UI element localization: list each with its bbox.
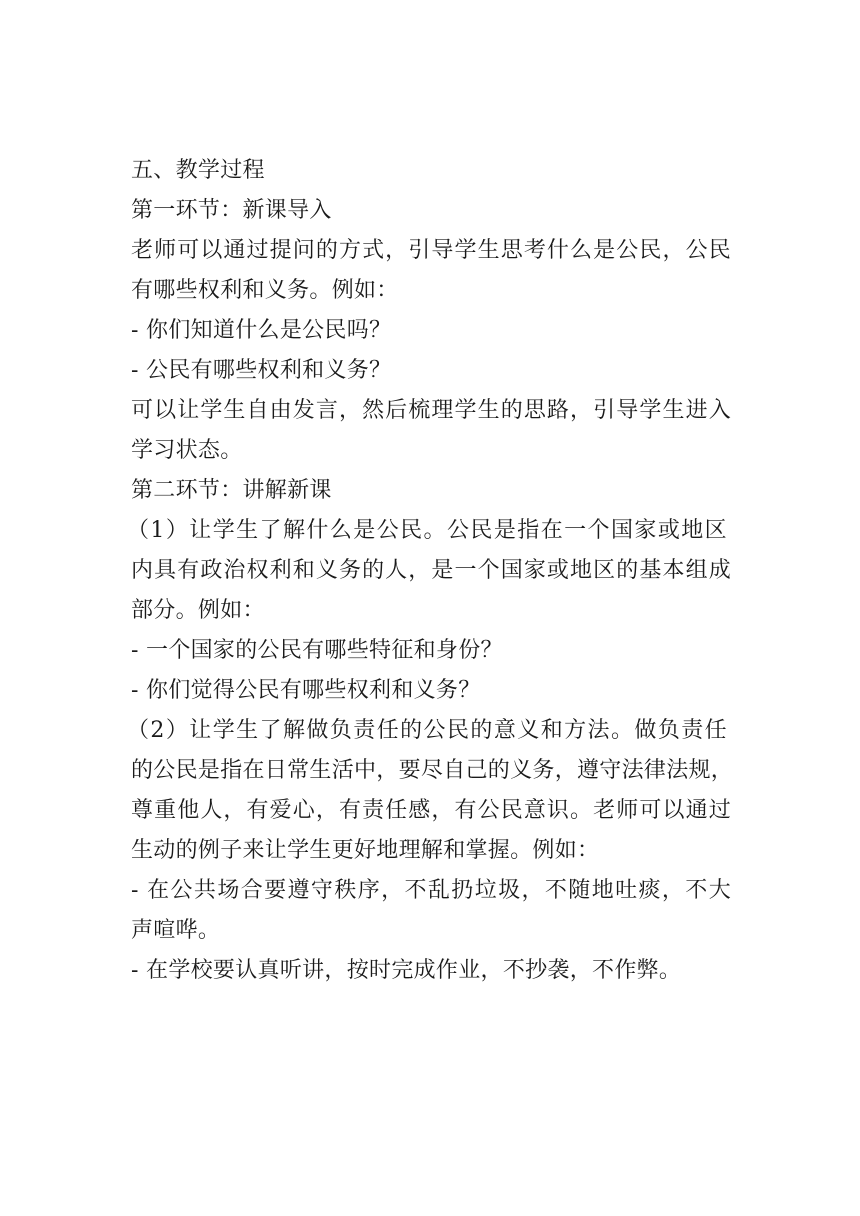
paragraph-line: 内具有政治权利和义务的人，是一个国家或地区的基本组成 xyxy=(131,558,731,583)
subsection-heading-2: 第二环节：讲解新课 xyxy=(131,478,332,503)
bullet-item: - 公民有哪些权利和义务？ xyxy=(131,358,392,383)
paragraph-line: （1）让学生了解什么是公民。公民是指在一个国家或地区 xyxy=(127,518,727,543)
bullet-item-continuation: 声喧哗。 xyxy=(131,918,221,943)
bullet-item: - 你们知道什么是公民吗？ xyxy=(131,318,392,343)
paragraph-line: （2）让学生了解做负责任的公民的意义和方法。做负责任 xyxy=(127,718,727,743)
bullet-item: - 在学校要认真听讲，按时完成作业，不抄袭，不作弊。 xyxy=(131,958,682,983)
paragraph-line: 有哪些权利和义务。例如： xyxy=(131,278,399,303)
section-heading: 五、教学过程 xyxy=(131,158,265,183)
paragraph-line: 尊重他人，有爱心，有责任感，有公民意识。老师可以通过 xyxy=(131,798,731,823)
bullet-item: - 一个国家的公民有哪些特征和身份？ xyxy=(131,638,503,663)
subsection-heading-1: 第一环节：新课导入 xyxy=(131,198,332,223)
document-body xyxy=(127,151,734,991)
paragraph-line: 老师可以通过提问的方式，引导学生思考什么是公民，公民 xyxy=(131,238,731,263)
bullet-item: - 你们觉得公民有哪些权利和义务？ xyxy=(131,678,481,703)
paragraph-line: 的公民是指在日常生活中，要尽自己的义务，遵守法律法规， xyxy=(131,758,734,783)
paragraph-line: 可以让学生自由发言，然后梳理学生的思路，引导学生进入 xyxy=(131,398,731,423)
paragraph-line: 生动的例子来让学生更好地理解和掌握。例如： xyxy=(131,838,600,863)
bullet-item: - 在公共场合要遵守秩序，不乱扔垃圾，不随地吐痰，不大 xyxy=(131,878,731,903)
paragraph-line: 部分。例如： xyxy=(131,598,265,623)
paragraph-line: 学习状态。 xyxy=(131,438,243,463)
